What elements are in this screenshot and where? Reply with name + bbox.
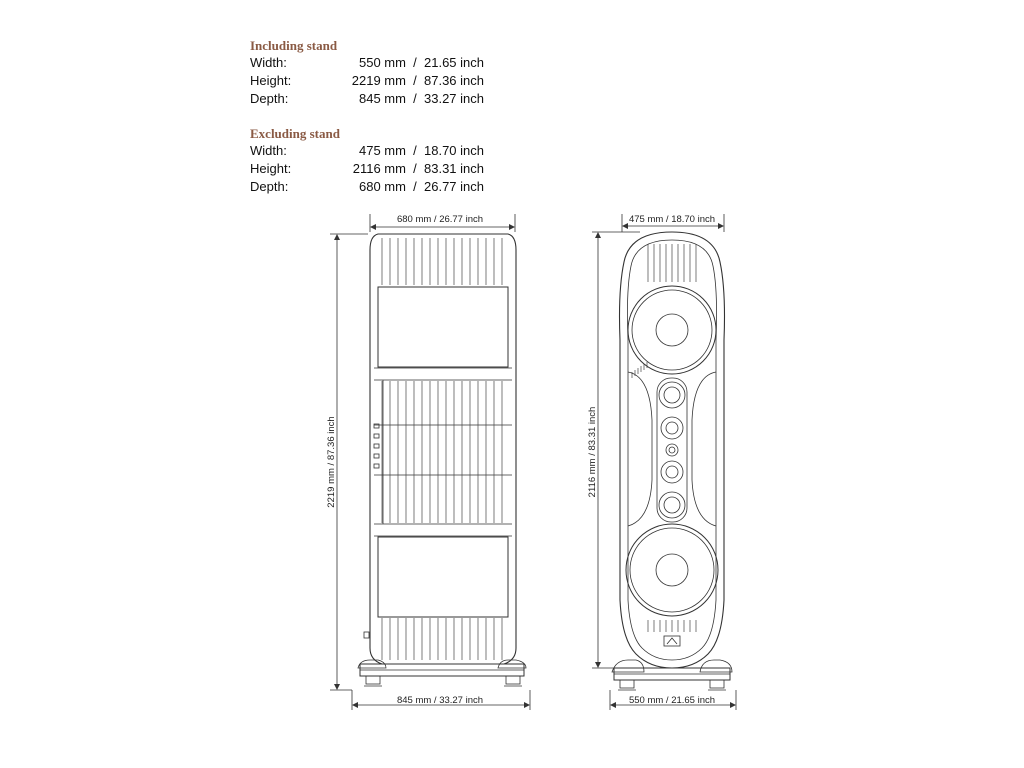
side-height-dimension-label: 2219 mm / 87.36 inch — [326, 416, 337, 508]
spec-label: Depth: — [250, 179, 289, 194]
spec-value: 475 mm / 18.70 inch — [358, 143, 484, 158]
spec-value: 845 mm / 33.27 inch — [358, 91, 484, 106]
front-bottom-dimension-label: 550 mm / 21.65 inch — [628, 695, 716, 706]
spec-value: 2116 mm / 83.31 inch — [352, 161, 484, 176]
spec-label: Width: — [250, 55, 287, 70]
spec-label: Width: — [250, 143, 287, 158]
side-bottom-dimension-label: 845 mm / 33.27 inch — [396, 695, 484, 706]
front-top-dimension-label: 475 mm / 18.70 inch — [628, 214, 716, 225]
including-stand-heading: Including stand — [250, 38, 338, 53]
spec-value: 2219 mm / 87.36 inch — [351, 73, 484, 88]
front-view-drawing — [592, 214, 736, 710]
spec-label: Height: — [250, 73, 292, 88]
front-height-dimension-label: 2116 mm / 83.31 inch — [587, 406, 598, 498]
spec-value: 680 mm / 26.77 inch — [358, 179, 484, 194]
side-view-ribs — [382, 238, 502, 660]
spec-label: Depth: — [250, 91, 289, 106]
front-view-ribs — [632, 244, 696, 632]
side-top-dimension-label: 680 mm / 26.77 inch — [396, 214, 484, 225]
spec-label: Height: — [250, 161, 292, 176]
excluding-stand-heading: Excluding stand — [250, 126, 340, 141]
spec-value: 550 mm / 21.65 inch — [358, 55, 484, 70]
